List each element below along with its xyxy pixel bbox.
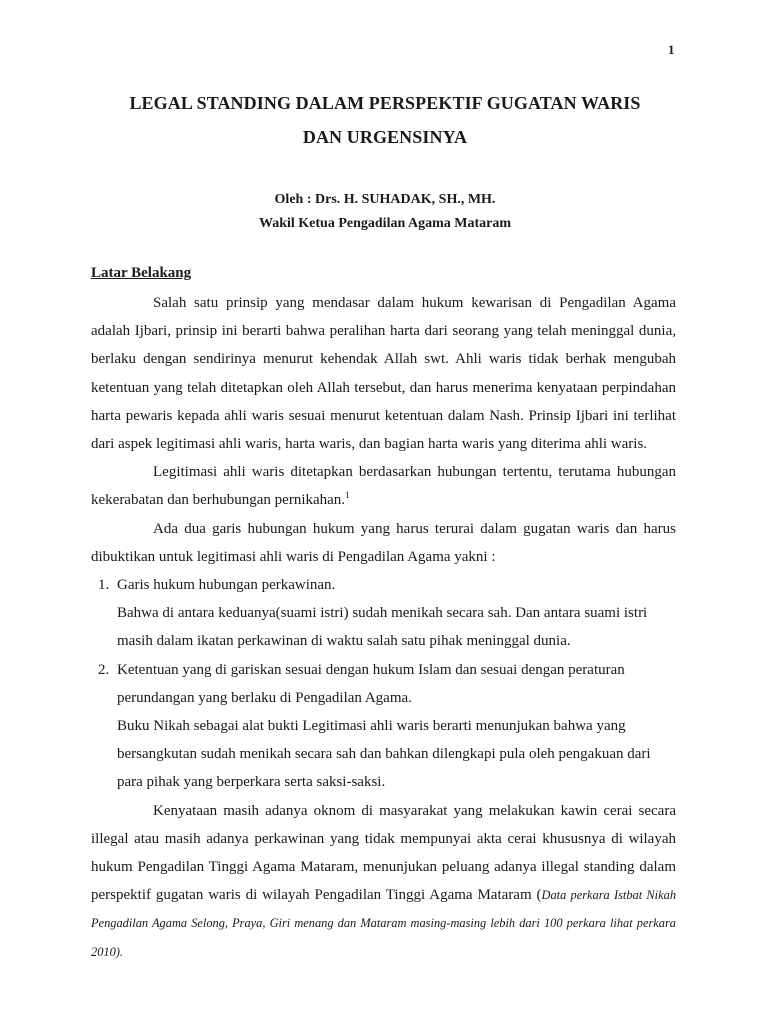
page-number: 1: [668, 42, 675, 57]
list-item-title: Garis hukum hubungan perkawinan.: [117, 577, 336, 594]
document-body: [91, 289, 676, 966]
paragraph-2-text: Legitimasi ahli waris ditetapkan berdasarkan hubungan tertentu, terutama hubungan kekerabatan dan berhubungan pernikahan.: [91, 464, 676, 509]
list-item-number: 2.: [98, 661, 110, 678]
author-byline: Oleh : Drs. H. SUHADAK, SH., MH.: [274, 192, 496, 207]
document-title: [60, 86, 710, 154]
list-item: [91, 571, 676, 656]
title-line-2: DAN URGENSINYA: [302, 127, 468, 147]
list-item-description: Bahwa di antara keduanya(suami istri) sudah menikah secara sah. Dan antara suami istri masih dalam ikatan perkawinan di waktu salah satu pihak meninggal dunia.: [117, 605, 648, 650]
paragraph-2: [91, 458, 676, 514]
paragraph-4-text: Kenyataan masih adanya oknom di masyarakat yang melakukan kawin cerai secara illegal atau masih adanya perkawinan yang tidak mempunyai akta cerai khususnya di wilayah hukum Pengadilan Tinggi Agama Mataram, menunjukan peluang adanya illegal standing dalam perspektif gugatan waris di wilayah Pengadilan Tinggi Agama Mataram (: [91, 802, 676, 904]
paragraph-3: Ada dua garis hubungan hukum yang harus terurai dalam gugatan waris dan harus dibuktikan untuk legitimasi ahli waris di Pengadilan Agama yakni :: [91, 520, 676, 565]
list-item-number: 1.: [98, 577, 110, 594]
numbered-list: [91, 571, 676, 797]
author-position: Wakil Ketua Pengadilan Agama Mataram: [259, 216, 511, 231]
paragraph-1: Salah satu prinsip yang mendasar dalam hukum kewarisan di Pengadilan Agama adalah Ijbari, prinsip ini berarti bahwa peralihan harta dari seorang yang telah meninggal dunia, berlaku dengan sendirinya menurut kehendak Allah swt. Ahli waris tidak berhak mengubah ketentuan yang telah ditetapkan oleh Allah tersebut, dan harus menerima kenyataan perpindahan harta pewaris kepada ahli waris sesuai menurut ketentuan dalam Nash. Prinsip Ijbari ini terlihat dari aspek legitimasi ahli waris, harta waris, dan bagian harta waris yang diterima ahli waris.: [91, 295, 676, 453]
author-block: [60, 188, 710, 236]
list-item-title: Ketentuan yang di gariskan sesuai dengan hukum Islam dan sesuai dengan peraturan perundangan yang berlaku di Pengadilan Agama.: [117, 661, 625, 706]
list-item: [91, 656, 676, 797]
list-item-description: Buku Nikah sebagai alat bukti Legitimasi ahli waris berarti menunjukan bahwa yang bersangkutan sudah menikah secara sah dan bahkan dilengkapi pula oleh pengakuan dari para pihak yang berperkara serta saksi-saksi.: [117, 718, 651, 791]
paragraph-4: [91, 797, 676, 966]
footnote-marker[interactable]: 1: [345, 490, 350, 501]
section-heading: Latar Belakang: [91, 265, 192, 281]
title-line-1: LEGAL STANDING DALAM PERSPEKTIF GUGATAN WARIS: [129, 93, 641, 113]
source-note: Data perkara Istbat Nikah Pengadilan Agama Selong, Praya, Giri menang dan Mataram masing-masing lebih dari 100 perkara lihat perkara 2010).: [91, 888, 677, 959]
